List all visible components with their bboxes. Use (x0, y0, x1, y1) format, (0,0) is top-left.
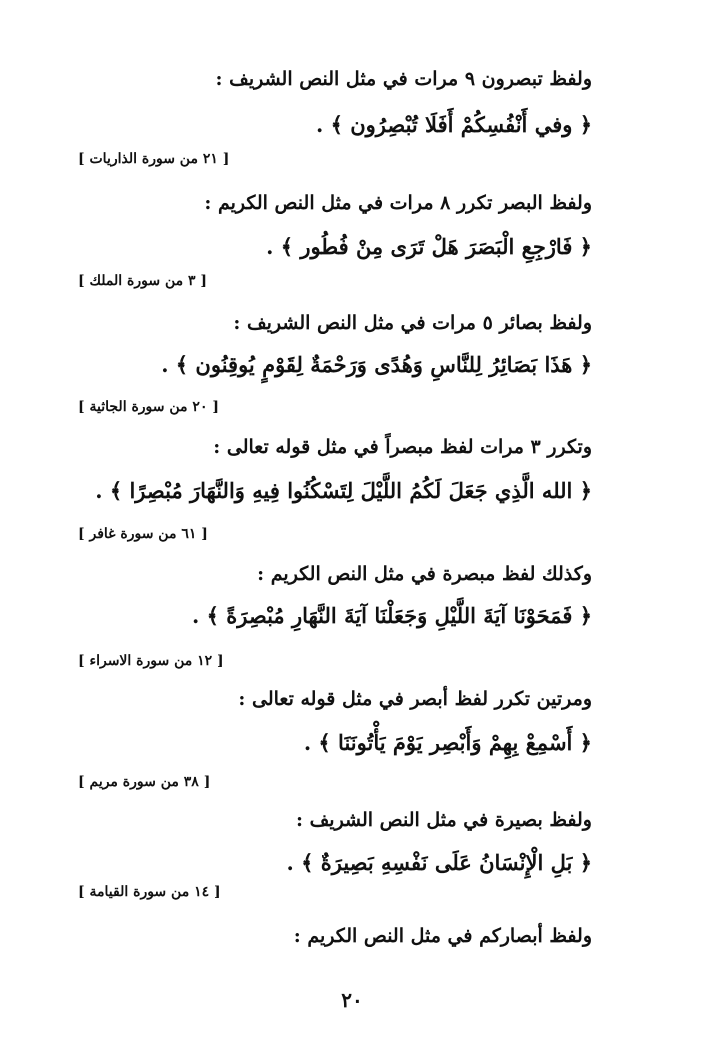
verse-line: ﴿ وفي أَنْفُسِكُمْ أَفَلَا تُبْصِرُون ﴾ . (315, 112, 592, 137)
intro-line: وتكرر ٣ مرات لفظ مبصراً في مثل قوله تعالى : (213, 436, 592, 458)
intro-line: ومرتين تكرر لفظ أبصر في مثل قوله تعالى : (238, 688, 592, 710)
page-number: ٢٠ (341, 988, 363, 1012)
intro-line: ولفظ تبصرون ٩ مرات في مثل النص الشريف : (215, 68, 592, 90)
intro-line: ولفظ البصر تكرر ٨ مرات في مثل النص الكريم : (204, 192, 592, 214)
intro-line: وكذلك لفظ مبصرة في مثل النص الكريم : (257, 563, 592, 585)
surah-reference: [ ١٢ من سورة الاسراء ] (78, 653, 224, 669)
surah-reference: [ ٢٠ من سورة الجاثية ] (78, 399, 219, 415)
intro-line: ولفظ أبصاركم في مثل النص الكريم : (293, 925, 592, 947)
verse-line: ﴿ فَارْجِعِ الْبَصَرَ هَلْ تَرَى مِنْ فُطُور ﴾ . (266, 234, 592, 259)
verse-line: ﴿ أَسْمِعْ بِهِمْ وَأَبْصِر يَوْمَ يَأْتُونَنَا ﴾ . (303, 730, 592, 755)
surah-reference: [ ٦١ من سورة غافر ] (78, 526, 208, 542)
surah-reference: [ ٣٨ من سورة مريم ] (78, 774, 211, 790)
surah-reference: [ ١٤ من سورة القيامة ] (78, 884, 221, 900)
surah-reference: [ ٣ من سورة الملك ] (78, 273, 208, 289)
verse-line: ﴿ هَذَا بَصَائِرُ لِلنَّاسِ وَهُدًى وَرَحْمَةٌ لِقَوْمٍ يُوقِنُون ﴾ . (161, 352, 592, 377)
verse-line: ﴿ بَلِ الْإِنْسَانُ عَلَى نَفْسِهِ بَصِيرَةٌ ﴾ . (286, 850, 592, 875)
verse-line: ﴿ فَمَحَوْنَا آيَةَ اللَّيْلِ وَجَعَلْنَا آيَةَ النَّهَارِ مُبْصِرَةً ﴾ . (192, 603, 592, 628)
intro-line: ولفظ بصيرة في مثل النص الشريف : (295, 809, 592, 831)
intro-line: ولفظ بصائر ٥ مرات في مثل النص الشريف : (233, 312, 592, 334)
verse-line: ﴿ الله الَّذِي جَعَلَ لَكُمُ اللَّيْلَ لِتَسْكُنُوا فِيهِ وَالنَّهَارَ مُبْصِرًا ﴾ . (95, 478, 592, 503)
surah-reference: [ ٢١ من سورة الذاريات ] (78, 151, 230, 167)
